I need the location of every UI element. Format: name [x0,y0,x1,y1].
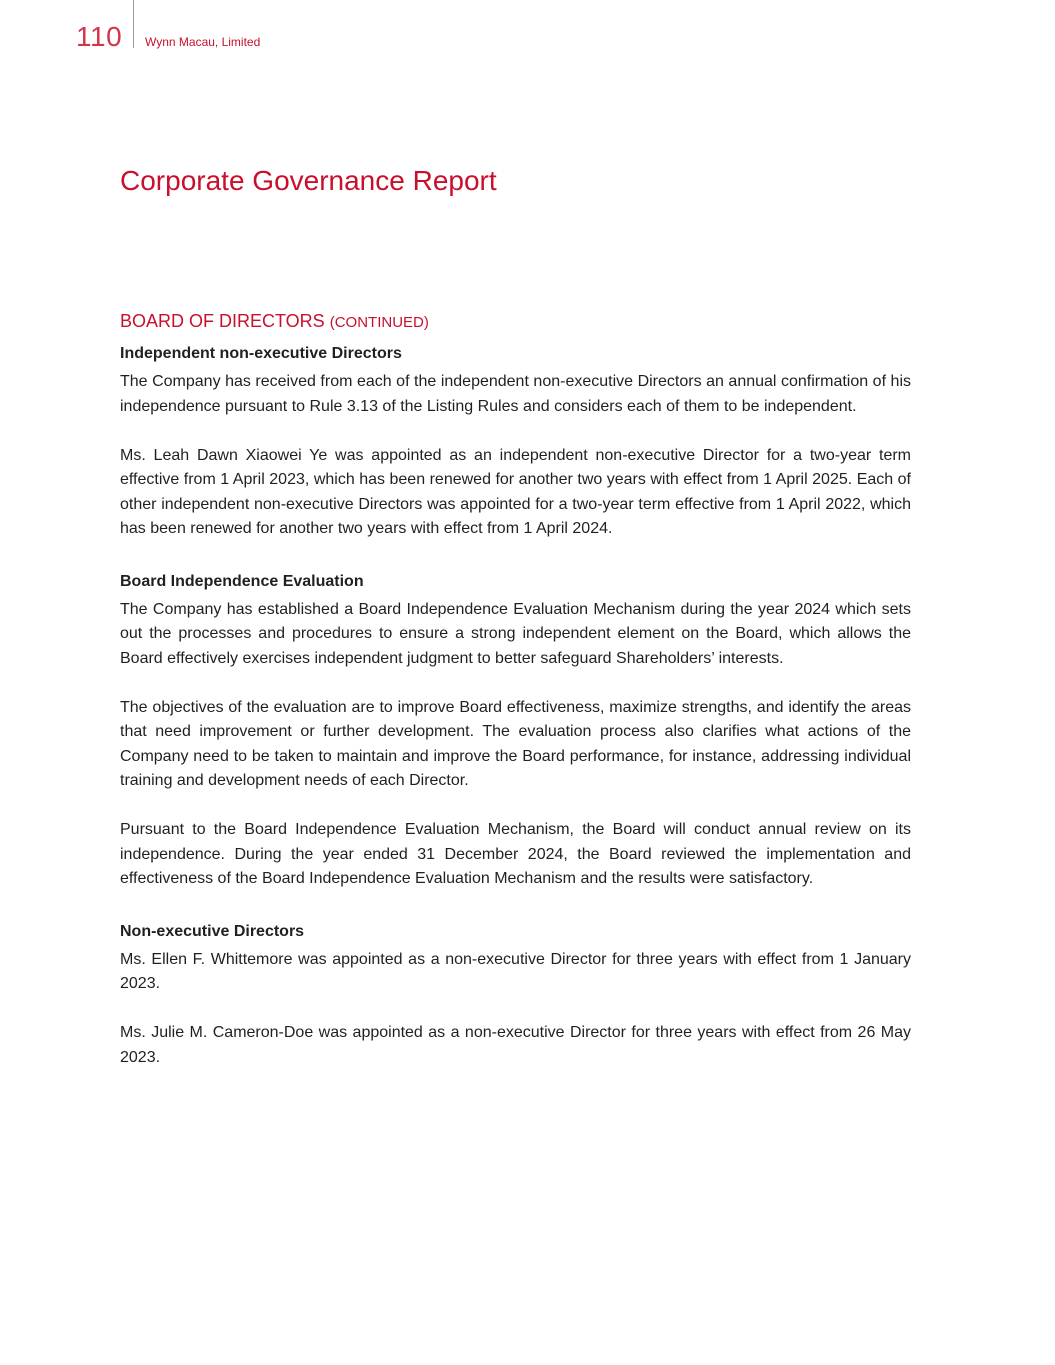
section-heading-suffix: (CONTINUED) [329,314,429,331]
evaluation-paragraph-2: The objectives of the evaluation are to improve Board effectiveness, maximize strengths, and identify the areas that need improvement or further development. The evaluation process also clarifies what actions of the Company need to be taken to maintain and improve the Board performance, for instance, addressing individual training and development needs of each Director. [120,698,911,789]
header-divider [133,0,134,48]
spacer [120,997,911,1022]
spacer [120,542,911,564]
inedp-paragraph-1: The Company has received from each of the independent non-executive Directors an annual confirmation of his independence pursuant to Rule 3.13 of the Listing Rules and considers each of them to be independent. [120,373,911,415]
page-number: 110 [76,21,123,52]
inedp-paragraph-2: Ms. Leah Dawn Xiaowei Ye was appointed as an independent non-executive Director for a two-year term effective from 1 April 2023, which has been renewed for another two years with effect from 1 April 2025. Each of other independent non-executive Directors was appointed for a two-year term effective from 1 April 2022, which has been renewed for another two years with effect from 1 April 2024. [120,446,911,537]
evaluation-heading: Board Independence Evaluation [120,572,364,590]
ned-paragraph-2: Ms. Julie M. Cameron-Doe was appointed as a non-executive Director for three years with effect from 26 May 2023. [120,1024,911,1066]
evaluation-paragraph-1: The Company has established a Board Independence Evaluation Mechanism during the year 2024 which sets out the processes and procedures to ensure a strong independent element on the Board, which allows the Board effectively exercises independent judgment to better safeguard Shareholders’ interests. [120,600,911,667]
ned-paragraph-1: Ms. Ellen F. Whittemore was appointed as a non-executive Director for three years with effect from 1 January 2023. [120,950,911,992]
spacer [120,892,911,914]
evaluation-paragraph-3: Pursuant to the Board Independence Evaluation Mechanism, the Board will conduct annual review on its independence. During the year ended 31 December 2024, the Board reviewed the implementation and effectiveness of the Board Independence Evaluation Mechanism and the results were satisfactory. [120,821,911,887]
page-header [0,0,1055,60]
inedp-heading: Independent non-executive Directors [120,345,402,362]
spacer [120,419,911,444]
spacer [120,794,911,819]
section-heading [120,308,911,336]
section-heading-text: BOARD OF DIRECTORS [120,311,325,331]
company-name: Wynn Macau, Limited [145,35,261,49]
ned-heading: Non-executive Directors [120,922,305,940]
report-title: Corporate Governance Report [120,165,497,196]
report-body [120,308,911,1070]
spacer [120,671,911,696]
